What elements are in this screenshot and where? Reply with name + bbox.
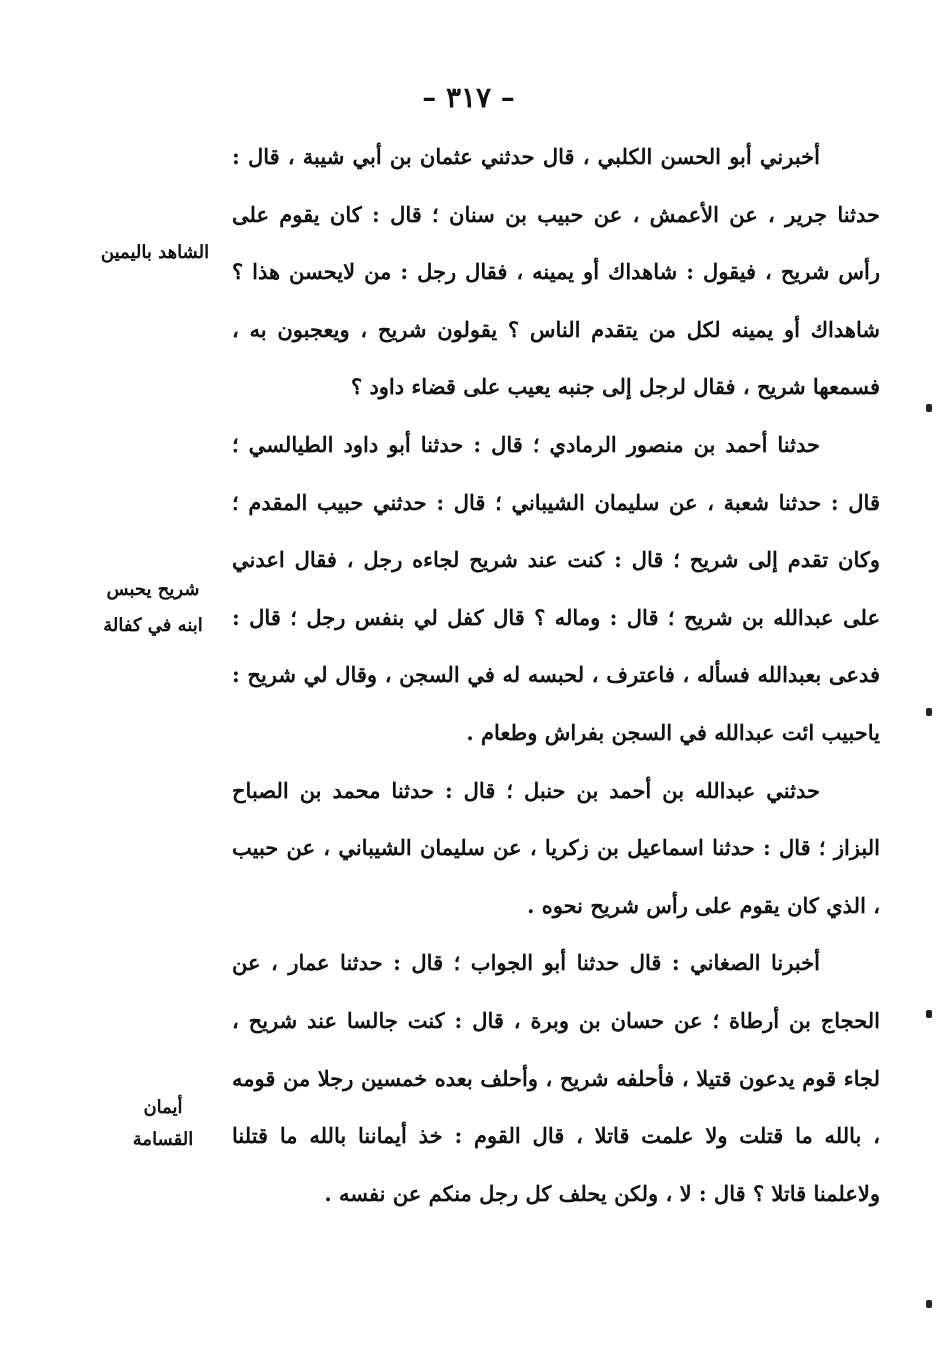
- margin-note-line: شريح يحبس: [106, 579, 200, 600]
- scan-mark: [926, 1010, 932, 1018]
- margin-note-line: القسامة: [132, 1129, 194, 1150]
- margin-note: [100, 235, 210, 271]
- margin-note-line: أيمان: [143, 1097, 183, 1118]
- paragraph: أخبرني أبو الحسن الكلبي ، قال حدثني عثمان بن أبي شيبة ، قال : حدثنا جرير ، عن الأعمش ، عن حبيب بن سنان ؛ قال : كان يقوم على رأس شريح ، فيقول : شاهداك أو يمينه ، فقال رجل : من لايحسن هذا ؟ شاهداك أو يمينه لكل من يتقدم الناس ؟ يقولون شريح ، ويعجبون به ، فسمعها شريح ، فقال لرجل إلى جنبه يعيب على قضاء داود ؟: [232, 144, 880, 400]
- paragraph: أخبرنا الصغاني : قال حدثنا أبو الجواب ؛ قال : حدثنا عمار ، عن الحجاج بن أرطاة ؛ عن حسان بن وبرة ، قال : كنت جالسا عند شريح ، لجاء قوم يدعون قتيلا ، فأحلفه شريح ، وأحلف بعده خمسين رجلا من قومه ، بالله ما قتلت ولا علمت قاتلا ، قال القوم : خذ أيماننا بالله ما قتلنا ولاعلمنا قاتلا ؟ قال : لا ، ولكن يحلف كل رجل منكم عن نفسه .: [232, 950, 880, 1206]
- page-number: – ٣١٧ –: [422, 81, 515, 114]
- main-text: [232, 128, 880, 1222]
- paragraph: حدثني عبدالله بن أحمد بن حنبل ؛ قال : حدثنا محمد بن الصباح البزاز ؛ قال : حدثنا اسماعيل بن زكريا ، عن سليمان الشيباني ، عن حبيب ، الذي كان يقوم على رأس شريح نحوه .: [232, 777, 880, 918]
- scan-mark: [926, 404, 932, 412]
- margin-note-line: الشاهد باليمين: [100, 242, 210, 263]
- scan-mark: [926, 1300, 932, 1308]
- margin-note-line: ابنه في كفالة: [103, 615, 203, 636]
- paragraph: حدثنا أحمد بن منصور الرمادي ؛ قال : حدثنا أبو داود الطيالسي ؛ قال : حدثنا شعبة ، عن سليمان الشيباني ؛ قال : حدثني حبيب المقدم ؛ وكان تقدم إلى شريح ؛ قال : كنت عند شريح لجاءه رجل ، فقال اعدني على عبدالله بن شريح ؛ قال : وماله ؟ قال كفل لي بنفس رجل ؛ قال : فدعى بعبدالله فسأله ، فاعترف ، لحبسه له في السجن ، وقال لي شريح : ياحبيب ائت عبدالله في السجن بفراش وطعام .: [232, 431, 880, 745]
- scan-mark: [926, 708, 932, 716]
- margin-note: [108, 1092, 218, 1156]
- margin-note: [98, 572, 208, 644]
